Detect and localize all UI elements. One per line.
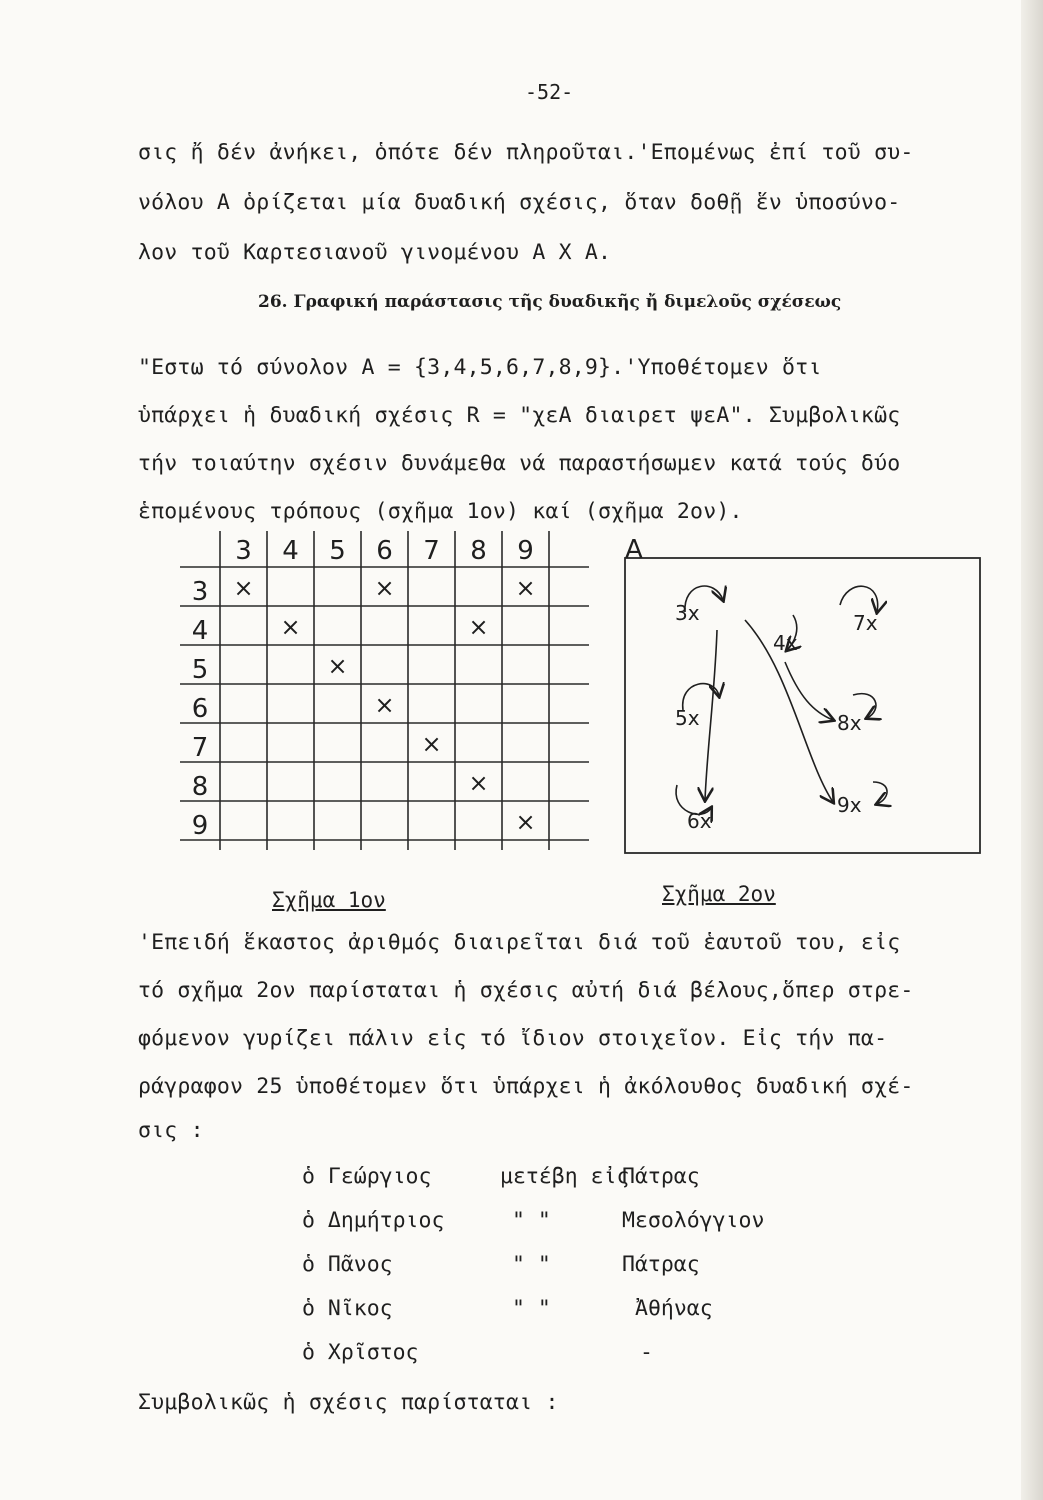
page-edge — [1021, 0, 1043, 1500]
set-element: 9x — [837, 793, 862, 817]
relation-arrow — [705, 630, 717, 800]
page-number: -52- — [525, 80, 574, 104]
arrow-diagram-figure — [615, 520, 1005, 865]
text-line: νόλου Α ὁρίζεται μία δυαδική σχέσις, ὅταν δοθῇ ἕν ὑποσύνο- — [138, 190, 901, 215]
text-line: ἑπομένους τρόπους (σχῆμα 1ον) καί (σχῆμα 2ον). — [138, 499, 743, 524]
text-line: σις ἤ δέν ἀνήκει, ὁπότε δέν πληροῦται.'Επομένως ἐπί τοῦ συ- — [138, 140, 914, 165]
row-header: 9 — [191, 811, 209, 841]
row-header: 7 — [191, 733, 209, 763]
example-place: Ἀθήνας — [635, 1296, 713, 1321]
example-person: ὁ Νῖκος — [302, 1296, 393, 1321]
example-person: ὁ Γεώργιος — [302, 1164, 432, 1189]
column-header: 7 — [423, 536, 440, 566]
row-header: 4 — [191, 616, 209, 646]
row-header: 6 — [191, 694, 209, 724]
example-place: Πάτρας — [622, 1164, 700, 1189]
self-loop-arrow — [873, 782, 887, 804]
set-element: 4x — [773, 631, 798, 655]
text-line: 'Επειδή ἕκαστος ἀριθμός διαιρεῖται διά τοῦ ἑαυτοῦ του, εἰς — [138, 930, 901, 955]
figure-1-caption: Σχῆμα 1ον — [272, 888, 386, 912]
relation-mark: × — [233, 574, 254, 602]
text-line: σις : — [138, 1118, 204, 1143]
example-place: Μεσολόγγιον — [622, 1208, 765, 1233]
example-person: ὁ Χρῖστος — [302, 1340, 419, 1365]
ditto-marks: " " — [512, 1252, 551, 1277]
ditto-marks: " " — [512, 1208, 551, 1233]
example-place: Πάτρας — [622, 1252, 700, 1277]
set-element: 7x — [853, 611, 878, 635]
set-label: Α — [625, 535, 643, 565]
relation-mark: × — [327, 652, 348, 680]
set-element: 5x — [675, 706, 700, 730]
relation-mark: × — [374, 574, 395, 602]
row-header: 5 — [191, 655, 209, 685]
relation-mark: × — [468, 769, 489, 797]
column-header: 5 — [329, 536, 346, 566]
relation-mark: × — [421, 730, 442, 758]
closing-line: Συμβολικῶς ἡ σχέσις παρίσταται : — [138, 1390, 559, 1415]
relation-mark: × — [468, 613, 489, 641]
section-heading: 26. Γραφική παράστασις τῆς δυαδικῆς ἤ διμελοῦς σχέσεως — [258, 292, 842, 312]
relation-mark: × — [515, 808, 536, 836]
figure-2-caption: Σχῆμα 2ον — [662, 882, 776, 906]
column-header: 9 — [517, 536, 534, 566]
text-line: τήν τοιαύτην σχέσιν δυνάμεθα νά παραστήσωμεν κατά τούς δύο — [138, 451, 901, 476]
self-loop-arrow — [840, 586, 878, 612]
text-line: ὑπάρχει ἡ δυαδική σχέσις R = "χεΑ διαιρετ ψεΑ". Συμβολικῶς — [138, 403, 901, 428]
relation-mark: × — [374, 691, 395, 719]
set-element: 3x — [675, 601, 700, 625]
relation-arrow — [785, 662, 833, 720]
ditto-marks: " " — [512, 1296, 551, 1321]
text-line: ράγραφον 25 ὑποθέτομεν ὅτι ὑπάρχει ἡ ἀκόλουθος δυαδική σχέ- — [138, 1074, 914, 1099]
example-person: ὁ Πᾶνος — [302, 1252, 393, 1277]
column-header: 3 — [235, 536, 252, 566]
column-header: 6 — [376, 536, 393, 566]
column-header: 8 — [470, 536, 487, 566]
example-person: ὁ Δημήτριος — [302, 1208, 445, 1233]
text-line: "Εστω τό σύνολον Α = {3,4,5,6,7,8,9}.'Υποθέτομεν ὅτι — [138, 355, 822, 380]
text-line: φόμενον γυρίζει πάλιν εἰς τό ἴδιον στοιχεῖον. Εἰς τήν πα- — [138, 1026, 888, 1051]
row-header: 3 — [191, 577, 209, 607]
relation-table-figure — [170, 525, 600, 860]
example-verb: μετέβη εἰς — [500, 1164, 630, 1189]
row-header: 8 — [191, 772, 209, 802]
text-line: λον τοῦ Καρτεσιανοῦ γινομένου Α Χ Α. — [138, 240, 612, 265]
relation-mark: × — [280, 613, 301, 641]
set-element: 6x — [687, 809, 712, 833]
set-element: 8x — [837, 711, 862, 735]
example-place: - — [640, 1340, 653, 1365]
text-line: τό σχῆμα 2ον παρίσταται ἡ σχέσις αὐτή διά βέλους,ὅπερ στρε- — [138, 978, 914, 1003]
column-header: 4 — [282, 536, 299, 566]
relation-mark: × — [515, 574, 536, 602]
